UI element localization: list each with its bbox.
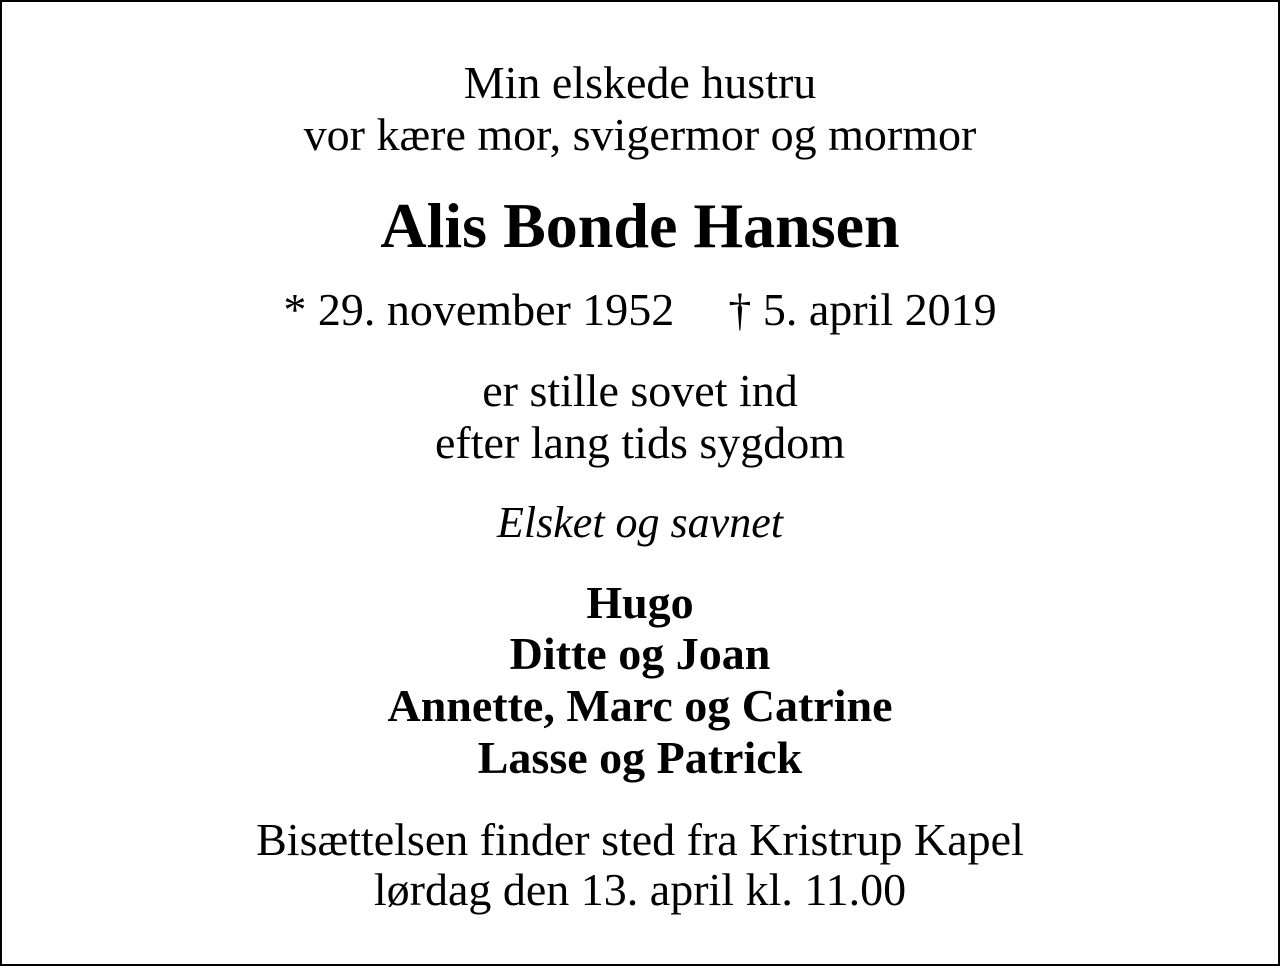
phrase-line-2: efter lang tids sygdom bbox=[434, 417, 846, 468]
family-member: Hugo bbox=[586, 577, 694, 628]
intro-line-2: vor kære mor, svigermor og mormor bbox=[303, 109, 977, 160]
intro-line-1: Min elskede hustru bbox=[463, 57, 817, 108]
family-member: Lasse og Patrick bbox=[477, 732, 803, 783]
birth-date: * 29. november 1952 bbox=[283, 284, 675, 335]
service-line-1: Bisættelsen finder sted fra Kristrup Kapel bbox=[256, 814, 1024, 865]
death-date: † 5. april 2019 bbox=[728, 284, 997, 335]
loved-text: Elsket og savnet bbox=[497, 498, 783, 547]
family-member: Ditte og Joan bbox=[509, 628, 771, 679]
phrase-line-1: er stille sovet ind bbox=[482, 365, 798, 416]
family-member: Annette, Marc og Catrine bbox=[387, 680, 893, 731]
deceased-name: Alis Bonde Hansen bbox=[380, 190, 900, 261]
life-dates bbox=[2, 284, 1278, 335]
service-line-2: lørdag den 13. april kl. 11.00 bbox=[373, 864, 907, 915]
